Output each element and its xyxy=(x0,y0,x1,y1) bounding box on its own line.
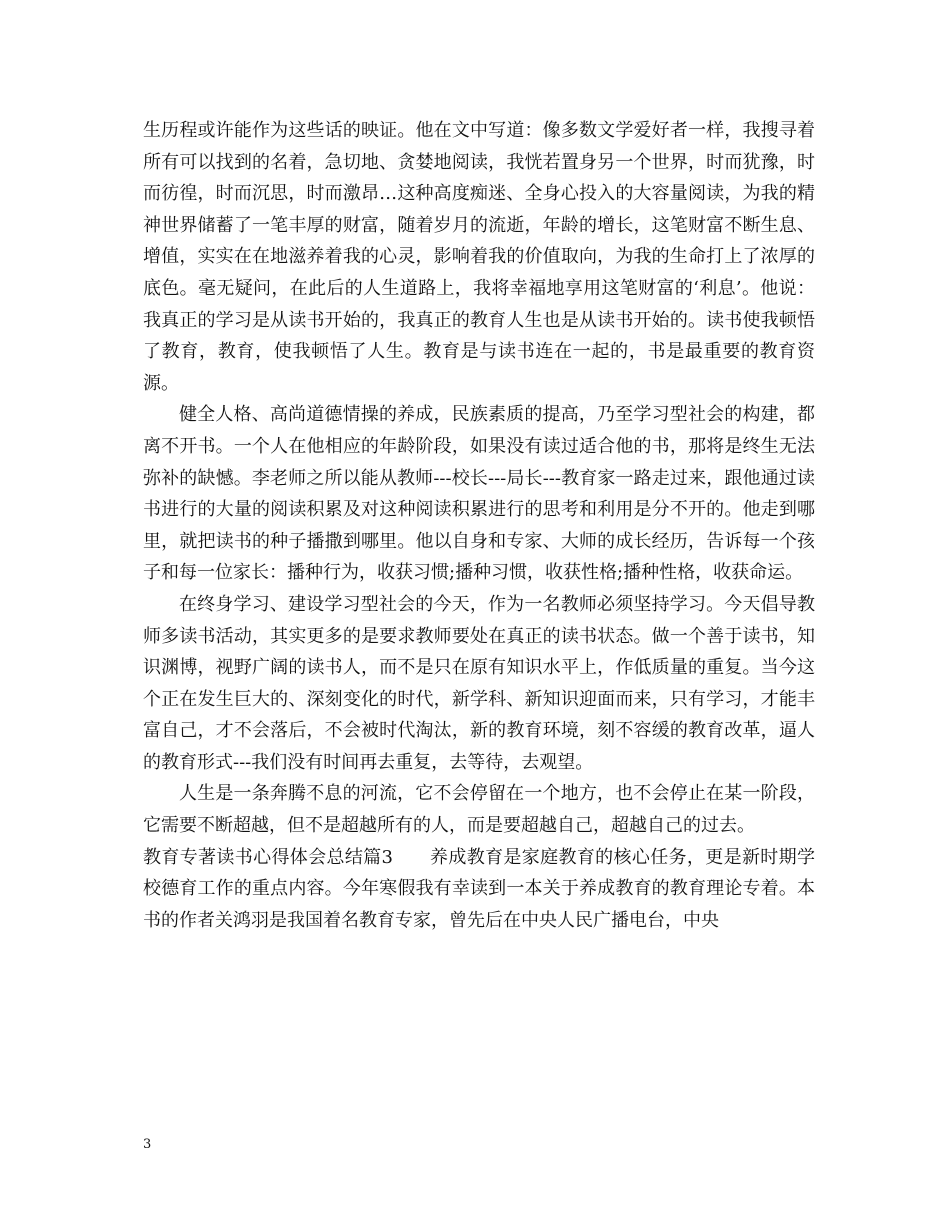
paragraph-5: 教育专著读书心得体会总结篇3 养成教育是家庭教育的核心任务，更是新时期学校德育工作的重点内容。今年寒假我有幸读到一本关于养成教育的教育理论专着。本书的作者关鸿羽是我国着名教育专家，曾先后在中央人民广播电台，中央 xyxy=(143,846,815,931)
paragraph-2: 健全人格、高尚道德情操的养成，民族素质的提高，乃至学习型社会的构建，都离不开书。一个人在他相应的年龄阶段，如果没有读过适合他的书，那将是终生无法弥补的缺憾。李老师之所以能从教师---校长---局长---教育家一路走过来，跟他通过读书进行的大量的阅读积累及对这种阅读积累进行的思考和利用是分不开的。他走到哪里，就把读书的种子播撒到哪里。他以自身和专家、大师的成长经历，告诉每一个孩子和每一位家长：播种行为，收获习惯;播种习惯，收获性格;播种性格，收获命运。 xyxy=(143,404,815,584)
document-body xyxy=(143,115,815,936)
paragraph-1: 生历程或许能作为这些话的映证。他在文中写道：像多数文学爱好者一样，我搜寻着所有可以找到的名着，急切地、贪婪地阅读，我恍若置身另一个世界，时而犹豫，时而彷徨，时而沉思，时而激昂…这种高度痴迷、全身心投入的大容量阅读，为我的精神世界储蓄了一笔丰厚的财富，随着岁月的流逝，年龄的增长，这笔财富不断生息、增值，实实在在地滋养着我的心灵，影响着我的价值取向，为我的生命打上了浓厚的底色。毫无疑问，在此后的人生道路上，我将幸福地享用这笔财富的‘利息’。他说：我真正的学习是从读书开始的，我真正的教育人生也是从读书开始的。读书使我顿悟了教育，教育，使我顿悟了人生。教育是与读书连在一起的，书是最重要的教育资源。 xyxy=(143,120,815,394)
paragraph-4: 人生是一条奔腾不息的河流，它不会停留在一个地方，也不会停止在某一阶段，它需要不断超越，但不是超越所有的人，而是要超越自己，超越自己的过去。 xyxy=(143,783,815,837)
page-number: 3 xyxy=(143,1137,152,1152)
paragraph-3: 在终身学习、建设学习型社会的今天，作为一名教师必须坚持学习。今天倡导教师多读书活动，其实更多的是要求教师要处在真正的读书状态。做一个善于读书，知识渊博，视野广阔的读书人，而不是只在原有知识水平上，作低质量的重复。当今这个正在发生巨大的、深刻变化的时代，新学科、新知识迎面而来，只有学习，才能丰富自己，才不会落后，不会被时代淘汰，新的教育环境，刻不容缓的教育改革，逼人的教育形式---我们没有时间再去重复，去等待，去观望。 xyxy=(143,593,815,773)
